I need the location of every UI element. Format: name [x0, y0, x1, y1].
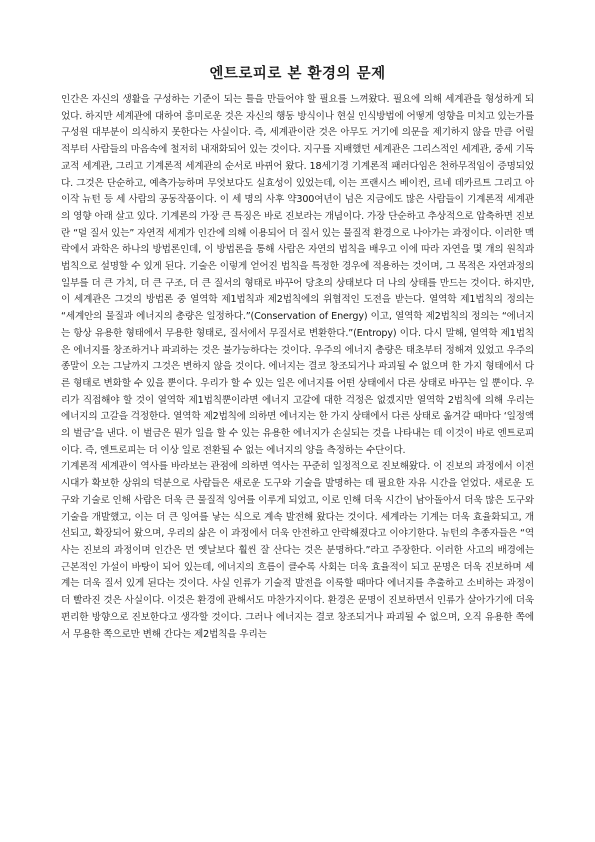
body-paragraph-2: 기계론적 세계관이 역사를 바라보는 관점에 의하면 역사는 꾸준히 일정적으로 진보해왔다. 이 진보의 과정에서 이전 시대가 확보한 상위의 덕분으로 사람들은 새로운 도구와 기술을 발명하는 데 필요한 자유 시간을 얻었다. 새로운 도구와 기술로 인해 사람은 더욱 큰 물질적 잉여를 이루게 되었고, 이로 인해 더욱 시간이 남아돌아서 더욱 많은 도구와 기술을 개발했고, 이는 더 큰 잉여를 낳는 식으로 계속 발전해 왔다는 것이다. 세계라는 기계는 더욱 효율화되고, 개선되고, 확장되어 왔으며, 우리의 삶은 이 과정에서 더욱 안전하고 안락해졌다고 이야기한다. 뉴턴의 추종자들은 “역사는 진보의 과정이며 인간은 먼 옛날보다 훨씬 잘 산다는 것은 분명하다.”라고 주장한다. 이러한 사고의 배경에는 근본적인 가설이 바탕이 되어 있는데, 에너지의 흐름이 클수록 사회는 더욱 효율적이 되고 문명은 더욱 진보하며 세계는 더욱 질서 있게 된다는 것이다. 사실 인류가 기술적 발전을 이룩할 때마다 에너지를 추출하고 소비하는 과정이 더 빨라진 것은 사실이다. 이것은 환경에 관해서도 마찬가지이다. 환경은 문명이 진보하면서 인류가 살아가기에 더욱 편리한 방향으로 진보한다고 생각할 것이다. 그러나 에너지는 결코 창조되거나 파괴될 수 없으며, 오직 유용한 쪽에서 무용한 쪽으로만 변해 간다는 제2법칙을 우리는: [61, 461, 534, 640]
document-body: [61, 92, 534, 643]
body-paragraph-1: 인간은 자신의 생활을 구성하는 기준이 되는 틀을 만들어야 할 필요를 느껴왔다. 필요에 의해 세계관을 형성하게 되었다. 하지만 세계관에 대하여 흥미로운 것은 자신의 행동 방식이나 현실 인식방법에 어떻게 영향을 미치고 있는가를 구성원 대부분이 의식하지 못한다는 사실이다. 즉, 세계관이란 것은 아무도 거기에 의문을 제기하지 않을 만큼 어릴 적부터 사람들의 마음속에 철저히 내재화되어 있는 것이다. 지구를 지배했던 세계관은 그리스적인 세계관, 중세 기독교적 세계관, 그리고 기계론적 세계관의 순서로 바뀌어 왔다. 18세기경 기계론적 패러다임은 천하무적임이 증명되었다. 그것은 단순하고, 예측가능하며 무엇보다도 실효성이 있었는데, 이는 프랜시스 베이컨, 르네 데카르트 그리고 아이작 뉴턴 등 세 사람의 공동작품이다. 이 세 명의 사후 약300여년이 넘은 지금에도 많은 사람들이 기계론적 세계관의 영향 아래 살고 있다. 기계론의 가장 큰 특징은 바로 진보라는 개념이다. 가장 단순하고 추상적으로 압축하면 진보란 “덜 질서 있는” 자연적 세계가 인간에 의해 이용되어 더 질서 있는 물질적 환경으로 나아가는 과정이다. 이러한 맥락에서 과학은 하나의 방법론인데, 이 방법론을 통해 사람은 자연의 법칙을 배우고 이에 따라 자연을 몇 개의 원칙과 법칙으로 설명할 수 있게 된다. 기술은 이렇게 얻어진 법칙을 특정한 경우에 적용하는 것이며, 그 목적은 자연과정의 일부를 더 큰 가치, 더 큰 구조, 더 큰 질서의 형태로 바꾸어 당초의 상태보다 더 나의 상태를 만드는 것이다. 하지만, 이 세계관은 그것의 방법론 중 열역학 제1법칙과 제2법칙에의 위협적인 도전을 받는다. 열역학 제1법칙의 정의는 “세계안의 물질과 에너지의 총량은 일정하다.”(Conservation of Energy) 이고, 열역학 제2법칙의 정의는 “에너지는 항상 유용한 형태에서 무용한 형태로, 질서에서 무질서로 변환한다.”(Entropy) 이다. 다시 말해, 열역학 제1법칙은 에너지를 창조하거나 파괴하는 것은 불가능하다는 것이다. 우주의 에너지 총량은 태초부터 정해져 있었고 우주의 종말이 오는 그날까지 그것은 변하지 않을 것이다. 에너지는 결코 창조되거나 파괴될 수 없으며 한 가지 형태에서 다른 형태로 변화할 수 있을 뿐이다. 우리가 할 수 있는 일은 에너지를 어떤 상태에서 다른 상태로 바꾸는 일 뿐이다. 우리가 직접해야 할 것이 열역학 제1법칙뿐이라면 에너지 고갈에 대한 걱정은 없겠지만 열역학 2법칙에 의해 우리는 에너지의 고갈을 걱정한다. 열역학 제2법칙에 의하면 에너지는 한 가지 상태에서 다른 상태로 옮겨갈 때마다 ‘일정액의 벌금’을 낸다. 이 벌금은 뭔가 일을 할 수 있는 유용한 에너지가 손실되는 것을 나타내는 데 이것이 바로 엔트로피이다. 즉, 엔트로피는 더 이상 일로 전환될 수 없는 에너지의 양을 측정하는 수단이다.: [61, 94, 534, 456]
document-title: 엔트로피로 본 환경의 문제: [209, 66, 386, 82]
